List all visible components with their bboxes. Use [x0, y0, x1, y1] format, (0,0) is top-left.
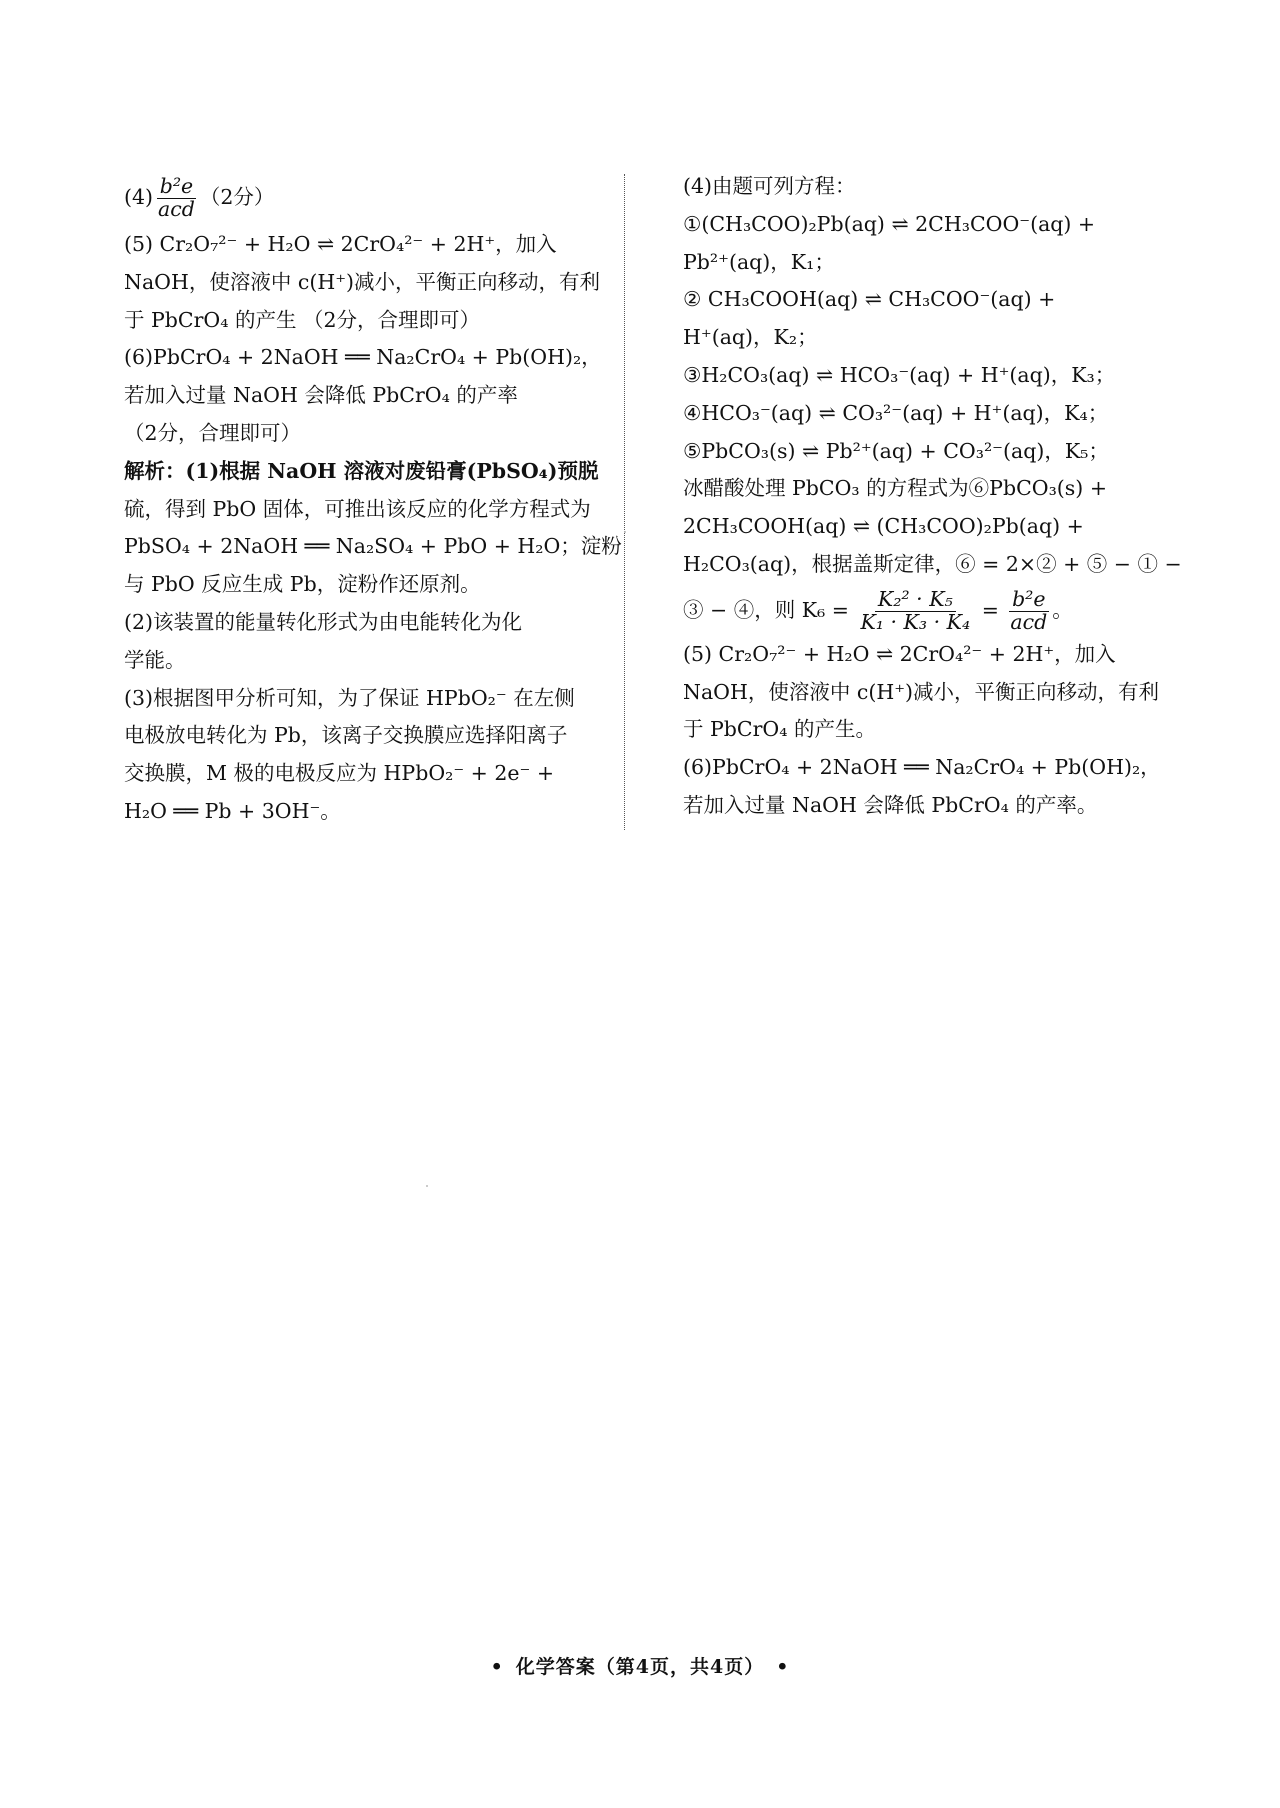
right-line: 于 PbCrO₄ 的产生。 [683, 717, 876, 742]
answer-4-numerator: b²e [157, 176, 196, 199]
left-line: (6)PbCrO₄ + 2NaOH ══ Na₂CrO₄ + Pb(OH)₂， [124, 345, 602, 370]
scan-speck [624, 531, 626, 533]
right-line: 2CH₃COOH(aq) ⇌ (CH₃COO)₂Pb(aq) + [683, 514, 1084, 539]
page-footer [0, 1652, 1280, 1679]
right-line: Pb²⁺(aq)，K₁； [683, 249, 835, 274]
answer-4-denominator: acd [158, 197, 195, 221]
k6-prefix: ③ − ④，则 K₆ = [683, 597, 856, 622]
left-line: 硫，得到 PbO 固体，可推出该反应的化学方程式为 [124, 496, 591, 521]
right-line: (5) Cr₂O₇²⁻ + H₂O ⇌ 2CrO₄²⁻ + 2H⁺，加入 [683, 641, 1116, 666]
left-line: 与 PbO 反应生成 Pb，淀粉作还原剂。 [124, 572, 481, 597]
right-line: 若加入过量 NaOH 会降低 PbCrO₄ 的产率。 [683, 792, 1098, 817]
right-line: ③H₂CO₃(aq) ⇌ HCO₃⁻(aq) + H⁺(aq)，K₃； [683, 362, 1116, 387]
left-line: H₂O ══ Pb + 3OH⁻。 [124, 798, 341, 823]
footer-text: 化学答案（第4页，共4页） [515, 1656, 765, 1678]
right-line: H⁺(aq)，K₂； [683, 325, 818, 350]
left-line: NaOH，使溶液中 c(H⁺)减小，平衡正向移动，有利 [124, 269, 601, 294]
right-line: NaOH，使溶液中 c(H⁺)减小，平衡正向移动，有利 [683, 679, 1160, 704]
footer-bullet-left: • [490, 1656, 504, 1678]
right-line: ⑤PbCO₃(s) ⇌ Pb²⁺(aq) + CO₃²⁻(aq)，K₅； [683, 438, 1109, 463]
left-line: 若加入过量 NaOH 会降低 PbCrO₄ 的产率 [124, 383, 518, 408]
left-line: (3)根据图甲分析可知，为了保证 HPbO₂⁻ 在左侧 [124, 685, 575, 710]
right-column [683, 168, 1182, 825]
analysis-heading-line: 解析：(1)根据 NaOH 溶液对废铅膏(PbSO₄)预脱 [124, 458, 599, 483]
answer-4-line [124, 168, 599, 226]
k6-result-fraction [1007, 589, 1050, 633]
column-divider [624, 174, 625, 830]
answer-4-prefix: (4) [124, 185, 154, 209]
left-line: （2分，合理即可） [124, 420, 302, 445]
footer-bullet-right: • [776, 1656, 790, 1678]
left-line: 交换膜，M 极的电极反应为 HPbO₂⁻ + 2e⁻ + [124, 761, 555, 786]
left-line: PbSO₄ + 2NaOH ══ Na₂SO₄ + PbO + H₂O；淀粉 [124, 534, 622, 559]
right-line: (4)由题可列方程： [683, 174, 856, 198]
k6-fraction [857, 589, 973, 633]
answer-4-score: （2分） [199, 185, 275, 209]
left-line: 于 PbCrO₄ 的产生 （2分，合理即可） [124, 307, 481, 332]
k6-result-numerator: b²e [1009, 589, 1048, 612]
right-line: (6)PbCrO₄ + 2NaOH ══ Na₂CrO₄ + Pb(OH)₂， [683, 755, 1161, 780]
k6-result-denominator: acd [1010, 609, 1048, 634]
left-line: 电极放电转化为 Pb，该离子交换膜应选择阳离子 [124, 723, 568, 748]
k6-equals: = [975, 597, 1006, 622]
right-line: ①(CH₃COO)₂Pb(aq) ⇌ 2CH₃COO⁻(aq) + [683, 211, 1096, 236]
left-column [124, 168, 622, 831]
left-line: (5) Cr₂O₇²⁻ + H₂O ⇌ 2CrO₄²⁻ + 2H⁺，加入 [124, 232, 557, 256]
k6-denominator: K₁ · K₃ · K₄ [860, 609, 971, 634]
left-line: 学能。 [124, 647, 186, 672]
right-line: H₂CO₃(aq)，根据盖斯定律，⑥ = 2×② + ⑤ − ① − [683, 551, 1182, 576]
right-line: 冰醋酸处理 PbCO₃ 的方程式为⑥PbCO₃(s) + [683, 476, 1107, 501]
k6-numerator: K₂² · K₅ [875, 589, 956, 612]
scan-speck [426, 1185, 428, 1187]
k6-expression-line [683, 584, 1158, 636]
answer-4-fraction [155, 176, 198, 220]
k6-suffix: 。 [1052, 597, 1073, 622]
right-line: ② CH₃COOH(aq) ⇌ CH₃COO⁻(aq) + [683, 287, 1056, 312]
left-line: (2)该装置的能量转化形式为由电能转化为化 [124, 609, 523, 634]
right-line: ④HCO₃⁻(aq) ⇌ CO₃²⁻(aq) + H⁺(aq)，K₄； [683, 400, 1109, 425]
